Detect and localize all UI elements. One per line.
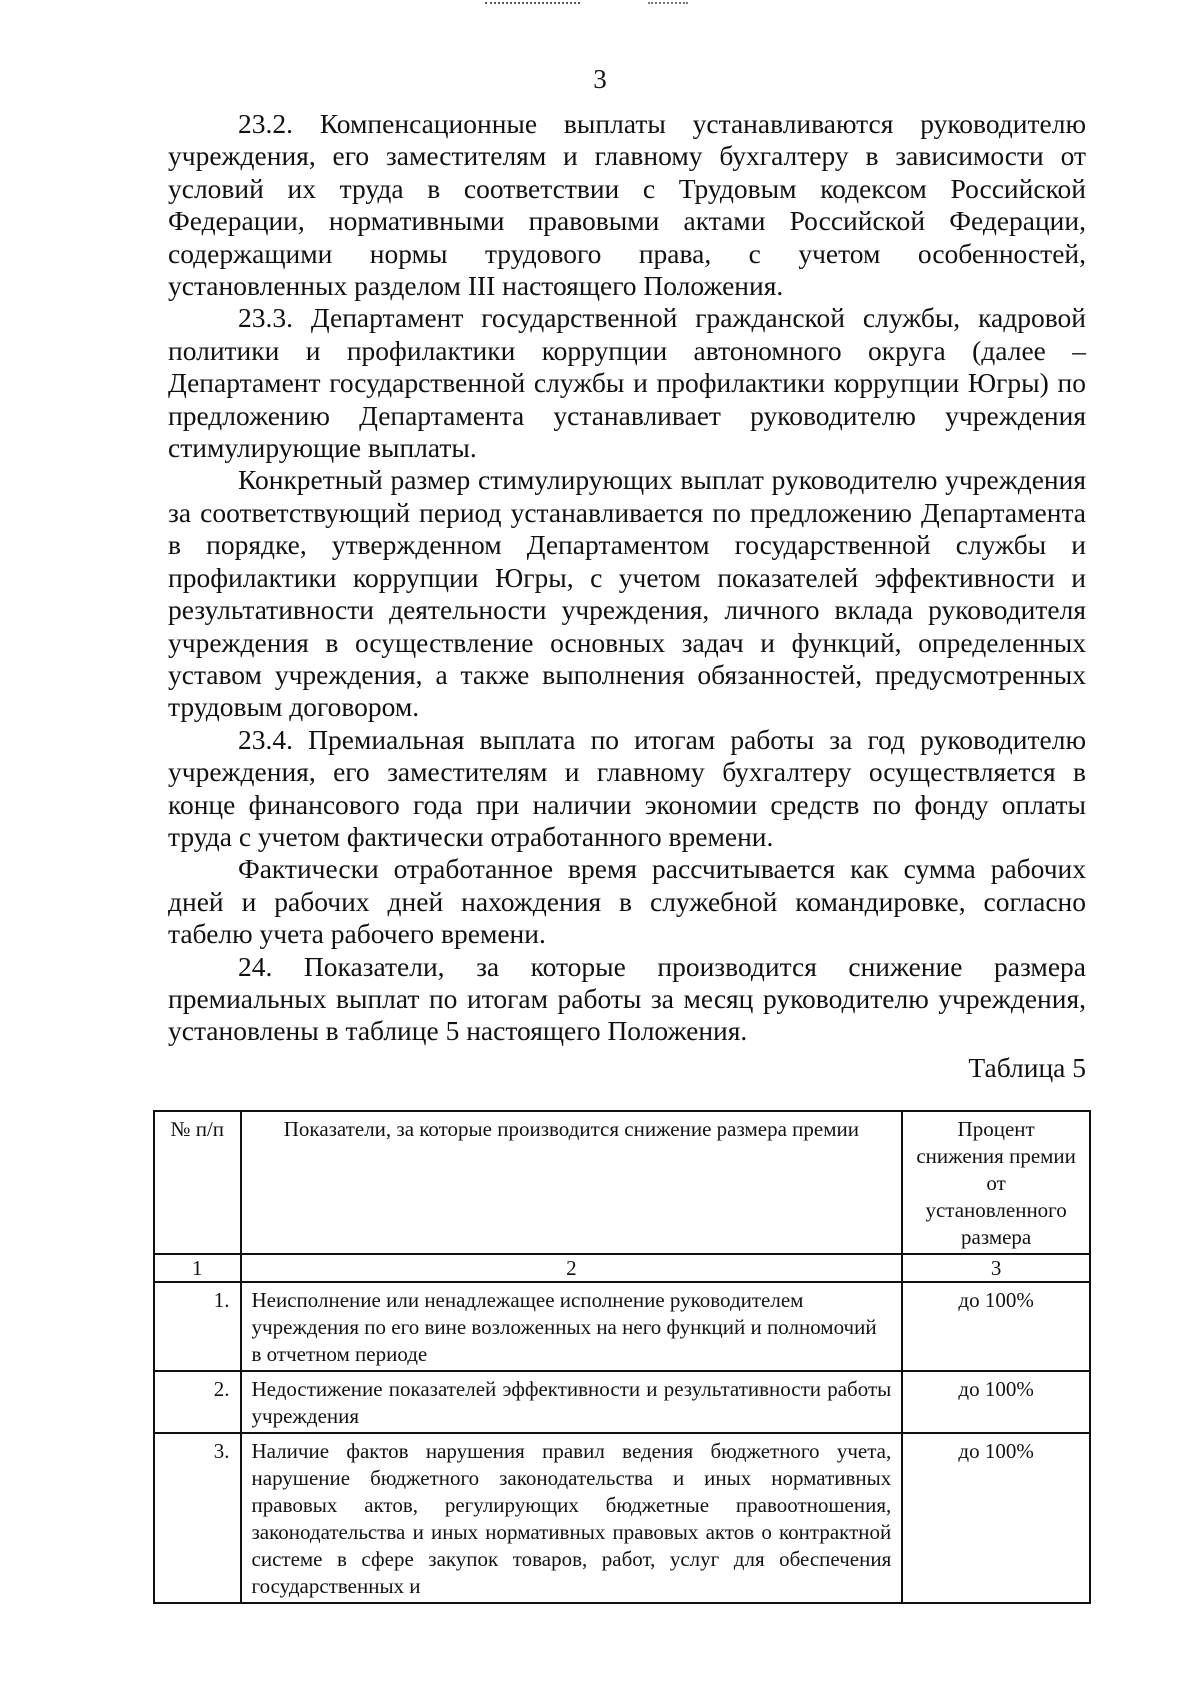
row-indicator: Неисполнение или ненадлежащее исполнение руководителем учреждения по его вине возложенных на него функций и полномочий в отчетном периоде (241, 1282, 903, 1371)
row-percent: до 100% (902, 1433, 1090, 1603)
row-num: 3. (154, 1433, 241, 1603)
scan-artifact (648, 2, 688, 10)
paragraph-23-3: 23.3. Департамент государственной гражданской службы, кадровой политики и профилактики коррупции автономного округа (далее – Департамент государственной службы и профилактики коррупции Югры) по предложению Департамента устанавливает руководителю учреждения стимулирующие выплаты. (168, 302, 1086, 464)
body-text (168, 108, 1086, 1048)
paragraph-23-2: 23.2. Компенсационные выплаты устанавливаются руководителю учреждения, его заместителям и главному бухгалтеру в зависимости от условий их труда в соответствии с Трудовым кодексом Российской Федерации, нормативными правовыми актами Российской Федерации, содержащими нормы трудового права, с учетом особенностей, установленных разделом III настоящего Положения. (168, 108, 1086, 302)
table-row (154, 1282, 1090, 1371)
row-percent: до 100% (902, 1371, 1090, 1433)
table-row (154, 1433, 1090, 1603)
row-num: 1. (154, 1282, 241, 1371)
paragraph-stimulating-payments: Конкретный размер стимулирующих выплат руководителю учреждения за соответствующий период устанавливается по предложению Департамента в порядке, утвержденном Департаментом государственной службы и профилактики коррупции Югры, с учетом показателей эффективности и результативности деятельности учреждения, личного вклада руководителя учреждения в осуществление основных задач и функций, определенных уставом учреждения, а также выполнения обязанностей, предусмотренных трудовым договором. (168, 464, 1086, 723)
table-caption: Таблица 5 (968, 1052, 1086, 1083)
header-num: № п/п (154, 1111, 241, 1254)
header-indicator: Показатели, за которые производится снижение размера премии (241, 1111, 903, 1254)
table-index-row (154, 1254, 1090, 1282)
bonus-reduction-table (153, 1110, 1091, 1604)
index-cell: 2 (241, 1254, 903, 1282)
paragraph-worked-time: Фактически отработанное время рассчитывается как сумма рабочих дней и рабочих дней нахождения в служебной командировке, согласно табелю учета рабочего времени. (168, 853, 1086, 950)
row-indicator: Недостижение показателей эффективности и результативности работы учреждения (241, 1371, 903, 1433)
row-percent: до 100% (902, 1282, 1090, 1371)
table-row (154, 1371, 1090, 1433)
header-percent: Процент снижения премии от установленного размера (902, 1111, 1090, 1254)
row-num: 2. (154, 1371, 241, 1433)
index-cell: 1 (154, 1254, 241, 1282)
paragraph-24: 24. Показатели, за которые производится снижение размера премиальных выплат по итогам работы за месяц руководителю учреждения, установлены в таблице 5 настоящего Положения. (168, 950, 1086, 1047)
paragraph-23-4: 23.4. Премиальная выплата по итогам работы за год руководителю учреждения, его заместителям и главному бухгалтеру осуществляется в конце финансового года при наличии экономии средств по фонду оплаты труда с учетом фактически отработанного времени. (168, 723, 1086, 852)
index-cell: 3 (902, 1254, 1090, 1282)
scan-artifact (485, 2, 580, 12)
page-number: 3 (593, 64, 607, 94)
row-indicator: Наличие фактов нарушения правил ведения бюджетного учета, нарушение бюджетного законодательства и иных нормативных правовых актов, регулирующих бюджетные правоотношения, законодательства и иных нормативных правовых актов о контрактной системе в сфере закупок товаров, работ, услуг для обеспечения государственных и (241, 1433, 903, 1603)
table-header-row (154, 1111, 1090, 1254)
